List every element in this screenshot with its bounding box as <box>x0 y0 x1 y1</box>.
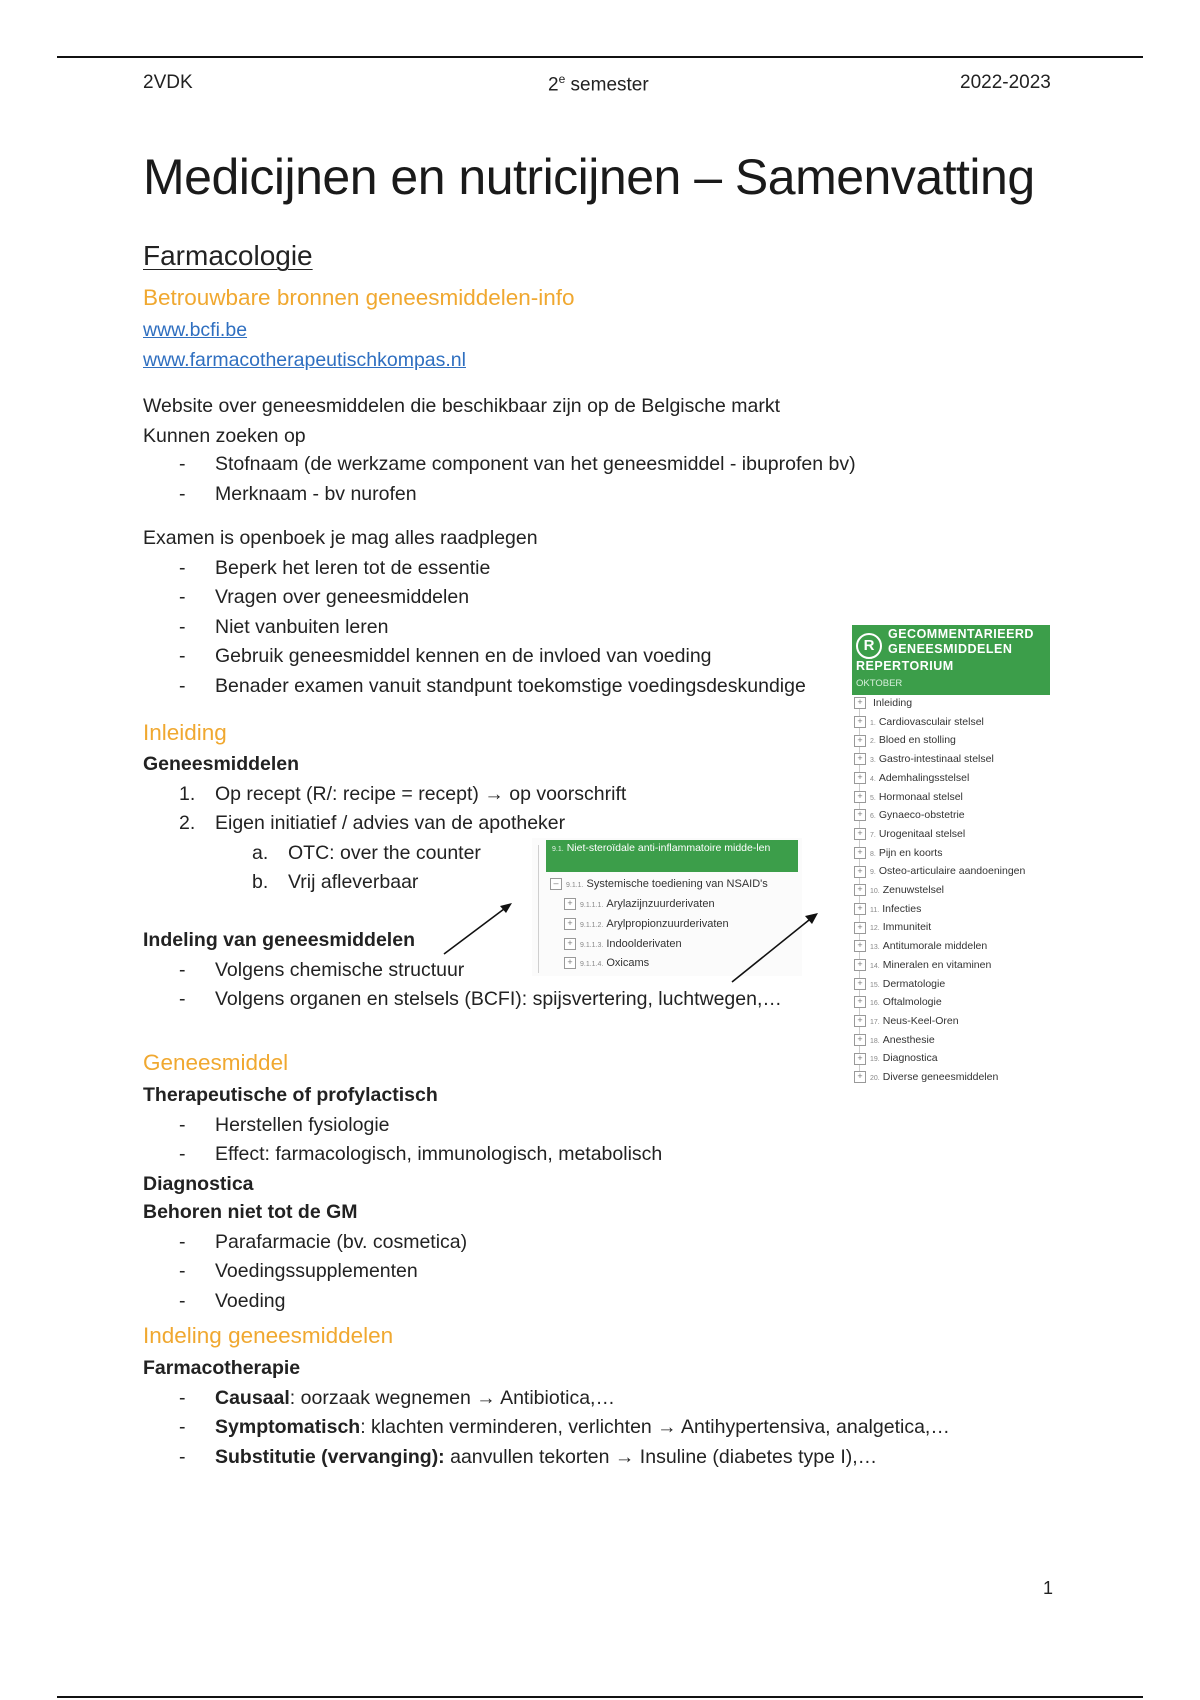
list-item: - Vragen over geneesmiddelen <box>179 586 470 608</box>
tree-leaf: + 9.1.1.2. Arylpropionzuurderivaten <box>564 918 729 930</box>
heading-inleiding: Inleiding <box>143 720 227 745</box>
heading-indeling-van-geneesmiddelen: Indeling van geneesmiddelen <box>143 929 415 951</box>
bottom-rule <box>57 1696 1143 1698</box>
paragraph-examen: Examen is openboek je mag alles raadplegen <box>143 527 538 549</box>
expand-icon[interactable]: + <box>854 959 866 971</box>
expand-icon[interactable]: + <box>854 922 866 934</box>
list-item: - Substitutie (vervanging): aanvullen tekorten → Insuline (diabetes type I),… <box>179 1446 878 1468</box>
expand-icon[interactable]: + <box>854 903 866 915</box>
repertorium-month: OKTOBER <box>856 678 903 689</box>
repertorium-tree-item[interactable]: + 20. Diverse geneesmiddelen <box>854 1071 998 1083</box>
list-item: - Causaal: oorzaak wegnemen → Antibiotica,… <box>179 1387 615 1409</box>
expand-icon[interactable]: + <box>854 996 866 1008</box>
tree-node-systemisch: – 9.1.1. Systemische toediening van NSAID's <box>550 878 768 890</box>
repertorium-tree-item[interactable]: + 5. Hormonaal stelsel <box>854 791 963 803</box>
repertorium-tree-item[interactable]: + 13. Antitumorale middelen <box>854 940 987 952</box>
list-item: - Herstellen fysiologie <box>179 1114 390 1136</box>
expand-icon[interactable]: + <box>854 772 866 784</box>
header-center-rest: semester <box>565 74 649 96</box>
expand-icon: – <box>550 878 562 890</box>
repertorium-title-2: REPERTORIUM <box>856 659 954 673</box>
list-item: - Stofnaam (de werkzame component van het geneesmiddel - ibuprofen bv) <box>179 453 856 475</box>
header-left: 2VDK <box>143 72 193 93</box>
repertorium-logo-icon: R <box>856 633 882 659</box>
list-item: 1. Op recept (R/: recipe = recept) → op voorschrift <box>179 783 627 805</box>
list-item: - Voeding <box>179 1290 286 1312</box>
repertorium-tree-item[interactable]: + 8. Pijn en koorts <box>854 847 942 859</box>
repertorium-banner <box>852 625 1050 695</box>
page-number: 1 <box>1043 1578 1054 1598</box>
expand-icon[interactable]: + <box>854 697 866 709</box>
list-item: - Volgens organen en stelsels (BCFI): spijsvertering, luchtwegen,… <box>179 988 782 1010</box>
repertorium-title-1: GECOMMENTARIEERD GENEESMIDDELEN <box>888 627 1034 656</box>
expand-icon[interactable]: + <box>854 866 866 878</box>
header-right: 2022-2023 <box>960 72 1051 93</box>
expand-icon[interactable]: + <box>854 1071 866 1083</box>
paragraph-website: Website over geneesmiddelen die beschikbaar zijn op de Belgische markt <box>143 395 780 417</box>
list-item: - Effect: farmacologisch, immunologisch, metabolisch <box>179 1143 663 1165</box>
expand-icon[interactable]: + <box>854 809 866 821</box>
repertorium-tree-item[interactable]: + 11. Infecties <box>854 903 921 915</box>
repertorium-tree-item[interactable]: + 19. Diagnostica <box>854 1052 938 1064</box>
expand-icon[interactable]: + <box>854 940 866 952</box>
list-item: - Parafarmacie (bv. cosmetica) <box>179 1231 468 1253</box>
expand-icon[interactable]: + <box>854 753 866 765</box>
list-item: - Benader examen vanuit standpunt toekomstige voedingsdeskundige <box>179 675 806 697</box>
repertorium-tree-item[interactable]: + 16. Oftalmologie <box>854 996 942 1008</box>
expand-icon: + <box>564 957 576 969</box>
expand-icon[interactable]: + <box>854 1034 866 1046</box>
repertorium-tree-item[interactable]: + 15. Dermatologie <box>854 978 945 990</box>
repertorium-tree-item[interactable]: + Inleiding <box>854 697 912 709</box>
heading-farmacotherapie: Farmacotherapie <box>143 1357 301 1379</box>
expand-icon[interactable]: + <box>854 735 866 747</box>
list-item: b. Vrij afleverbaar <box>252 871 419 893</box>
heading-niet-gm: Behoren niet tot de GM <box>143 1201 358 1223</box>
tree-connector <box>538 845 539 973</box>
arrow-to-repertorium <box>728 908 824 986</box>
tree-node-nsaid: 9.1. Niet-steroïdale anti-inflammatoire midde-len <box>546 840 798 872</box>
repertorium-tree-item[interactable]: + 6. Gynaeco-obstetrie <box>854 809 965 821</box>
heading-farmacologie: Farmacologie <box>143 240 313 271</box>
expand-icon[interactable]: + <box>854 791 866 803</box>
expand-icon: + <box>564 898 576 910</box>
list-item: - Gebruik geneesmiddel kennen en de invloed van voeding <box>179 645 712 667</box>
header-center <box>548 72 649 96</box>
list-item: - Niet vanbuiten leren <box>179 616 389 638</box>
list-item: - Voedingssupplementen <box>179 1260 418 1282</box>
repertorium-tree-item[interactable]: + 17. Neus-Keel-Oren <box>854 1015 959 1027</box>
header-center-sup: e <box>558 72 566 86</box>
repertorium-tree-item[interactable]: + 14. Mineralen en vitaminen <box>854 959 991 971</box>
heading-bronnen: Betrouwbare bronnen geneesmiddelen-info <box>143 285 575 310</box>
heading-indeling-geneesmiddelen: Indeling geneesmiddelen <box>143 1323 394 1348</box>
link-farmacotherapeutischkompas[interactable]: www.farmacotherapeutischkompas.nl <box>143 349 466 371</box>
heading-geneesmiddel: Geneesmiddel <box>143 1050 289 1075</box>
repertorium-tree-item[interactable]: + 4. Ademhalingsstelsel <box>854 772 969 784</box>
expand-icon[interactable]: + <box>854 884 866 896</box>
expand-icon[interactable]: + <box>854 1015 866 1027</box>
list-item: a. OTC: over the counter <box>252 842 481 864</box>
arrow-to-nsaid-tree <box>440 898 520 958</box>
page-title: Medicijnen en nutricijnen – Samenvatting <box>143 149 1035 205</box>
link-bcfi[interactable]: www.bcfi.be <box>143 319 248 341</box>
tree-leaf: + 9.1.1.3. Indoolderivaten <box>564 938 682 950</box>
list-item: 2. Eigen initiatief / advies van de apotheker <box>179 812 566 834</box>
expand-icon[interactable]: + <box>854 978 866 990</box>
heading-diagnostica: Diagnostica <box>143 1173 254 1195</box>
expand-icon: + <box>564 918 576 930</box>
top-rule <box>57 56 1143 58</box>
heading-geneesmiddelen: Geneesmiddelen <box>143 753 300 775</box>
list-item: - Symptomatisch: klachten verminderen, verlichten → Antihypertensiva, analgetica,… <box>179 1416 950 1438</box>
heading-therapeutisch: Therapeutische of profylactisch <box>143 1084 438 1106</box>
expand-icon[interactable]: + <box>854 828 866 840</box>
expand-icon[interactable]: + <box>854 716 866 728</box>
expand-icon[interactable]: + <box>854 847 866 859</box>
expand-icon[interactable]: + <box>854 1053 866 1065</box>
repertorium-tree-item[interactable]: + 2. Bloed en stolling <box>854 734 956 746</box>
repertorium-tree-item[interactable]: + 10. Zenuwstelsel <box>854 884 944 896</box>
repertorium-tree-item[interactable]: + 9. Osteo-articulaire aandoeningen <box>854 865 1025 877</box>
repertorium-tree-item[interactable]: + 3. Gastro-intestinaal stelsel <box>854 753 994 765</box>
repertorium-tree-item[interactable]: + 18. Anesthesie <box>854 1034 935 1046</box>
repertorium-tree-item[interactable]: + 7. Urogenitaal stelsel <box>854 828 965 840</box>
repertorium-tree-item[interactable]: + 12. Immuniteit <box>854 921 931 933</box>
tree-leaf: + 9.1.1.4. Oxicams <box>564 957 649 969</box>
list-item: - Volgens chemische structuur <box>179 959 465 981</box>
list-item: - Beperk het leren tot de essentie <box>179 557 491 579</box>
header-center-base: 2 <box>548 74 559 96</box>
list-item: - Merknaam - bv nurofen <box>179 483 417 505</box>
tree-leaf: + 9.1.1.1. Arylazijnzuurderivaten <box>564 898 715 910</box>
paragraph-zoeken: Kunnen zoeken op <box>143 425 306 447</box>
repertorium-tree-item[interactable]: + 1. Cardiovasculair stelsel <box>854 716 984 728</box>
expand-icon: + <box>564 938 576 950</box>
